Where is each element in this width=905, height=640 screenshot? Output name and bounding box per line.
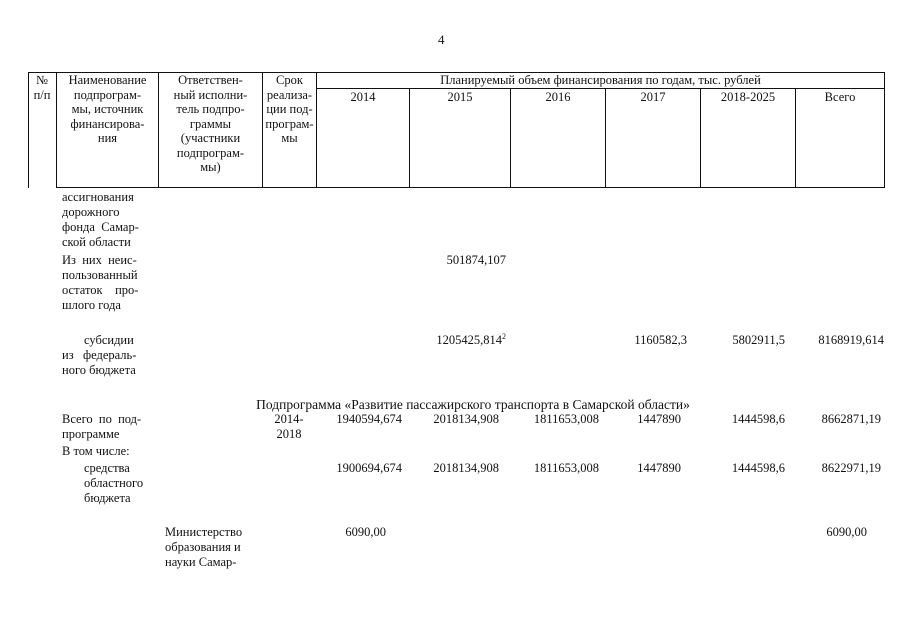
subsidy-total: 8168919,614 (818, 333, 884, 347)
total-2016: 1811653,008 (533, 412, 599, 426)
subsidy-2015-value: 1205425,814 (436, 333, 502, 347)
row-label-assignments: ассигнования дорожного фонда Самар- ской области (62, 190, 139, 249)
regional-2016: 1811653,008 (533, 461, 599, 475)
header-num: № п/п (33, 73, 51, 102)
col-line (884, 72, 885, 188)
total-2015: 2018134,908 (433, 412, 499, 426)
row-label-regional: средства областного бюджета (84, 461, 144, 505)
row-label-ministry: Министерство образования и науки Самар- (165, 525, 243, 569)
total-term: 2014- 2018 (274, 412, 304, 441)
header-bottom-border (56, 187, 885, 188)
header-year: 2017 (640, 90, 666, 104)
header-year: Всего (824, 90, 856, 104)
regional-2017: 1447890 (637, 461, 681, 475)
header-year: 2018-2025 (720, 90, 776, 104)
total-2018: 1444598,6 (731, 412, 785, 426)
subsidy-text: субсидии из федераль- ного бюджета (62, 333, 137, 377)
header-year: 2016 (545, 90, 571, 104)
subsidy-2017: 1160582,3 (634, 333, 687, 347)
regional-2015: 2018134,908 (433, 461, 499, 475)
footnote-mark: 2 (502, 331, 506, 341)
row-label-unused: Из них неис- пользованный остаток про- шлого года (62, 253, 139, 312)
row-label-subsidies (62, 333, 136, 378)
regional-2018: 1444598,6 (731, 461, 785, 475)
regional-total: 8622971,19 (821, 461, 881, 475)
subsidy-2015 (410, 333, 506, 348)
row-label-total: Всего по под- программе (62, 412, 142, 441)
header-executor: Ответствен- ный исполни- тель подпро- граммы (участники подпрограм- мы) (173, 73, 248, 174)
header-mid-border (316, 88, 885, 89)
regional-2014: 1900694,674 (336, 461, 402, 475)
header-planned: Планируемый объем финансирования по годам, тыс. рублей (440, 73, 761, 87)
total-2017: 1447890 (637, 412, 681, 426)
unused-2015: 501874,107 (446, 253, 506, 267)
total-2014: 1940594,674 (336, 412, 402, 426)
ministry-total: 6090,00 (826, 525, 867, 539)
ministry-2014: 6090,00 (345, 525, 386, 539)
header-name: Наименование подпрограм- мы, источник финансирова- ния (68, 73, 147, 145)
subprogram-title: Подпрограмма «Развитие пассажирского транспорта в Самарской области» (256, 397, 690, 412)
page-number: 4 (438, 32, 445, 47)
header-year: 2015 (447, 90, 473, 104)
header-year: 2014 (350, 90, 376, 104)
including-label: В том числе: (62, 444, 130, 458)
subsidy-2018: 5802911,5 (732, 333, 785, 347)
total-total: 8662871,19 (821, 412, 881, 426)
header-term: Срок реализа- ции под- програм- мы (265, 73, 314, 145)
